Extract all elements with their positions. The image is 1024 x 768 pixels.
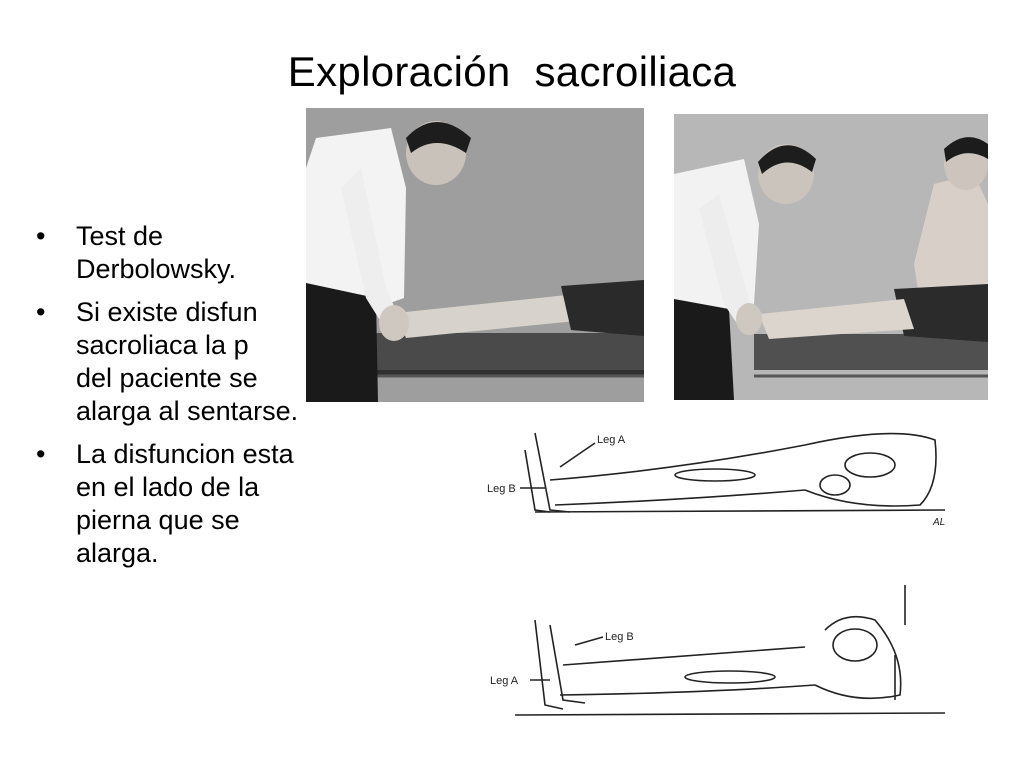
- bullet-line: Test de: [76, 221, 164, 251]
- diagram-sitting: [475, 585, 975, 725]
- label-leg-a: Leg A: [490, 675, 519, 687]
- label-leg-b: Leg B: [605, 631, 634, 643]
- photo-supine-test: [306, 108, 644, 402]
- bullet-line: en el lado de la: [76, 472, 260, 502]
- bullet-line: alarga.: [76, 538, 159, 568]
- bullet-line: La disfuncion esta: [76, 439, 294, 469]
- slide-title: Exploración sacroiliaca: [287, 48, 737, 95]
- bullet-line: pierna que se: [76, 505, 240, 535]
- label-leg-a: Leg A: [597, 434, 626, 446]
- bullet-line: del paciente se: [76, 363, 258, 393]
- bullet-line: sacroliaca la p: [76, 330, 249, 360]
- photo-sitting-test: [674, 114, 988, 400]
- bullet-line: alarga al sentarse.: [76, 396, 299, 426]
- label-leg-b: Leg B: [487, 483, 516, 495]
- bullet-dot: •: [36, 221, 46, 251]
- artist-signature: AL: [933, 517, 946, 528]
- bullet-line: Si existe disfun: [76, 297, 258, 327]
- diagram-supine: [475, 415, 975, 530]
- bullet-text: [76, 438, 381, 570]
- bullet-line: Derbolowsky.: [76, 254, 237, 284]
- bullet-item: [36, 438, 381, 570]
- bullet-dot: •: [36, 439, 46, 469]
- bullet-dot: •: [36, 297, 46, 327]
